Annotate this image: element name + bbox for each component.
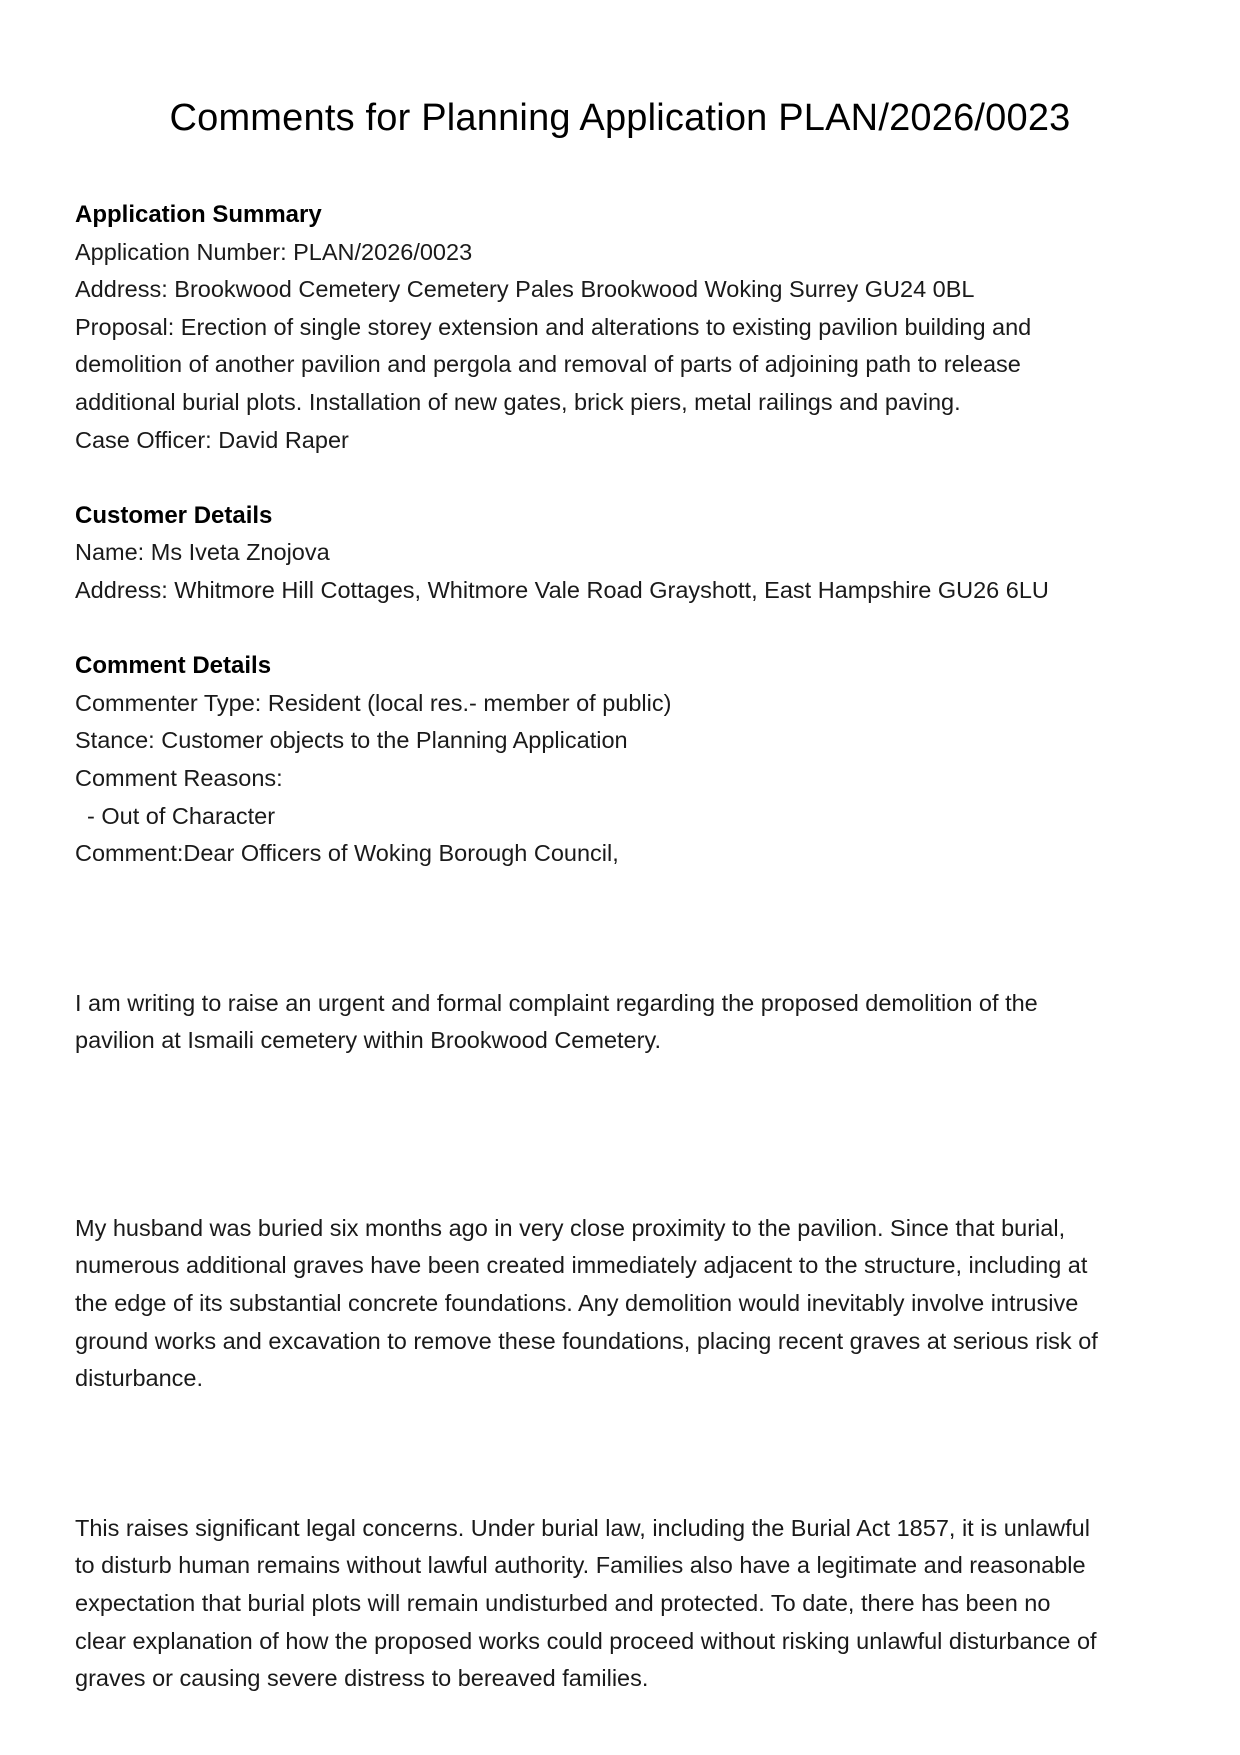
proposal-line: Proposal: Erection of single storey extension and alterations to existing pavilion building and xyxy=(75,313,1032,340)
spacer xyxy=(75,1398,1175,1510)
paragraph-line: disturbance. xyxy=(75,1365,204,1392)
proposal-line: demolition of another pavilion and pergola and removal of parts of adjoining path to release xyxy=(75,351,1021,378)
paragraph-line: pavilion at Ismaili cemetery within Brookwood Cemetery. xyxy=(75,1027,661,1054)
application-address: Address: Brookwood Cemetery Cemetery Pales Brookwood Woking Surrey GU24 0BL xyxy=(75,276,975,303)
comment-details-section xyxy=(75,647,1175,873)
paragraph-line: My husband was buried six months ago in very close proximity to the pavilion. Since that burial, xyxy=(75,1214,1066,1241)
paragraph-line: I am writing to raise an urgent and formal complaint regarding the proposed demolition of the xyxy=(75,989,1038,1016)
paragraph-line: graves or causing severe distress to bereaved families. xyxy=(75,1665,649,1692)
comment-paragraph xyxy=(75,1510,1175,1698)
comment-reasons-label: Comment Reasons: xyxy=(75,764,283,791)
application-number: Application Number: PLAN/2026/0023 xyxy=(75,238,473,265)
comment-intro: Comment:Dear Officers of Woking Borough Council, xyxy=(75,840,619,867)
application-summary-section xyxy=(75,196,1175,459)
paragraph-line: This raises significant legal concerns. Under burial law, including the Burial Act 1857, it is unlawful xyxy=(75,1514,1090,1541)
comment-details-heading: Comment Details xyxy=(75,652,272,680)
paragraph-line: to disturb human remains without lawful authority. Families also have a legitimate and reasonable xyxy=(75,1552,1086,1579)
comment-paragraph xyxy=(75,1210,1175,1398)
proposal-line: additional burial plots. Installation of new gates, brick piers, metal railings and paving. xyxy=(75,388,961,415)
paragraph-line: expectation that burial plots will remain undisturbed and protected. To date, there has been no xyxy=(75,1590,1051,1617)
paragraph-line: ground works and excavation to remove these foundations, placing recent graves at serious risk of xyxy=(75,1327,1098,1354)
stance: Stance: Customer objects to the Planning Application xyxy=(75,727,628,754)
comment-reason-item: - Out of Character xyxy=(87,802,276,829)
case-officer: Case Officer: David Raper xyxy=(75,426,349,453)
customer-address: Address: Whitmore Hill Cottages, Whitmore Vale Road Grayshott, East Hampshire GU26 6LU xyxy=(75,576,1049,603)
application-summary-heading: Application Summary xyxy=(75,201,322,228)
document-body xyxy=(75,196,1175,1698)
customer-details-heading: Customer Details xyxy=(75,501,273,529)
spacer xyxy=(75,873,1175,985)
spacer xyxy=(75,1060,1175,1210)
page-title: Comments for Planning Application PLAN/2026/0023 xyxy=(169,97,1071,139)
commenter-type: Commenter Type: Resident (local res.- member of public) xyxy=(75,689,672,716)
paragraph-line: clear explanation of how the proposed works could proceed without risking unlawful disturbance of xyxy=(75,1627,1097,1654)
paragraph-line: numerous additional graves have been created immediately adjacent to the structure, including at xyxy=(75,1252,1088,1279)
customer-name: Name: Ms Iveta Znojova xyxy=(75,539,330,566)
comment-paragraph xyxy=(75,985,1175,1060)
paragraph-line: the edge of its substantial concrete foundations. Any demolition would inevitably involve intrusive xyxy=(75,1290,1079,1317)
customer-details-section xyxy=(75,497,1175,610)
